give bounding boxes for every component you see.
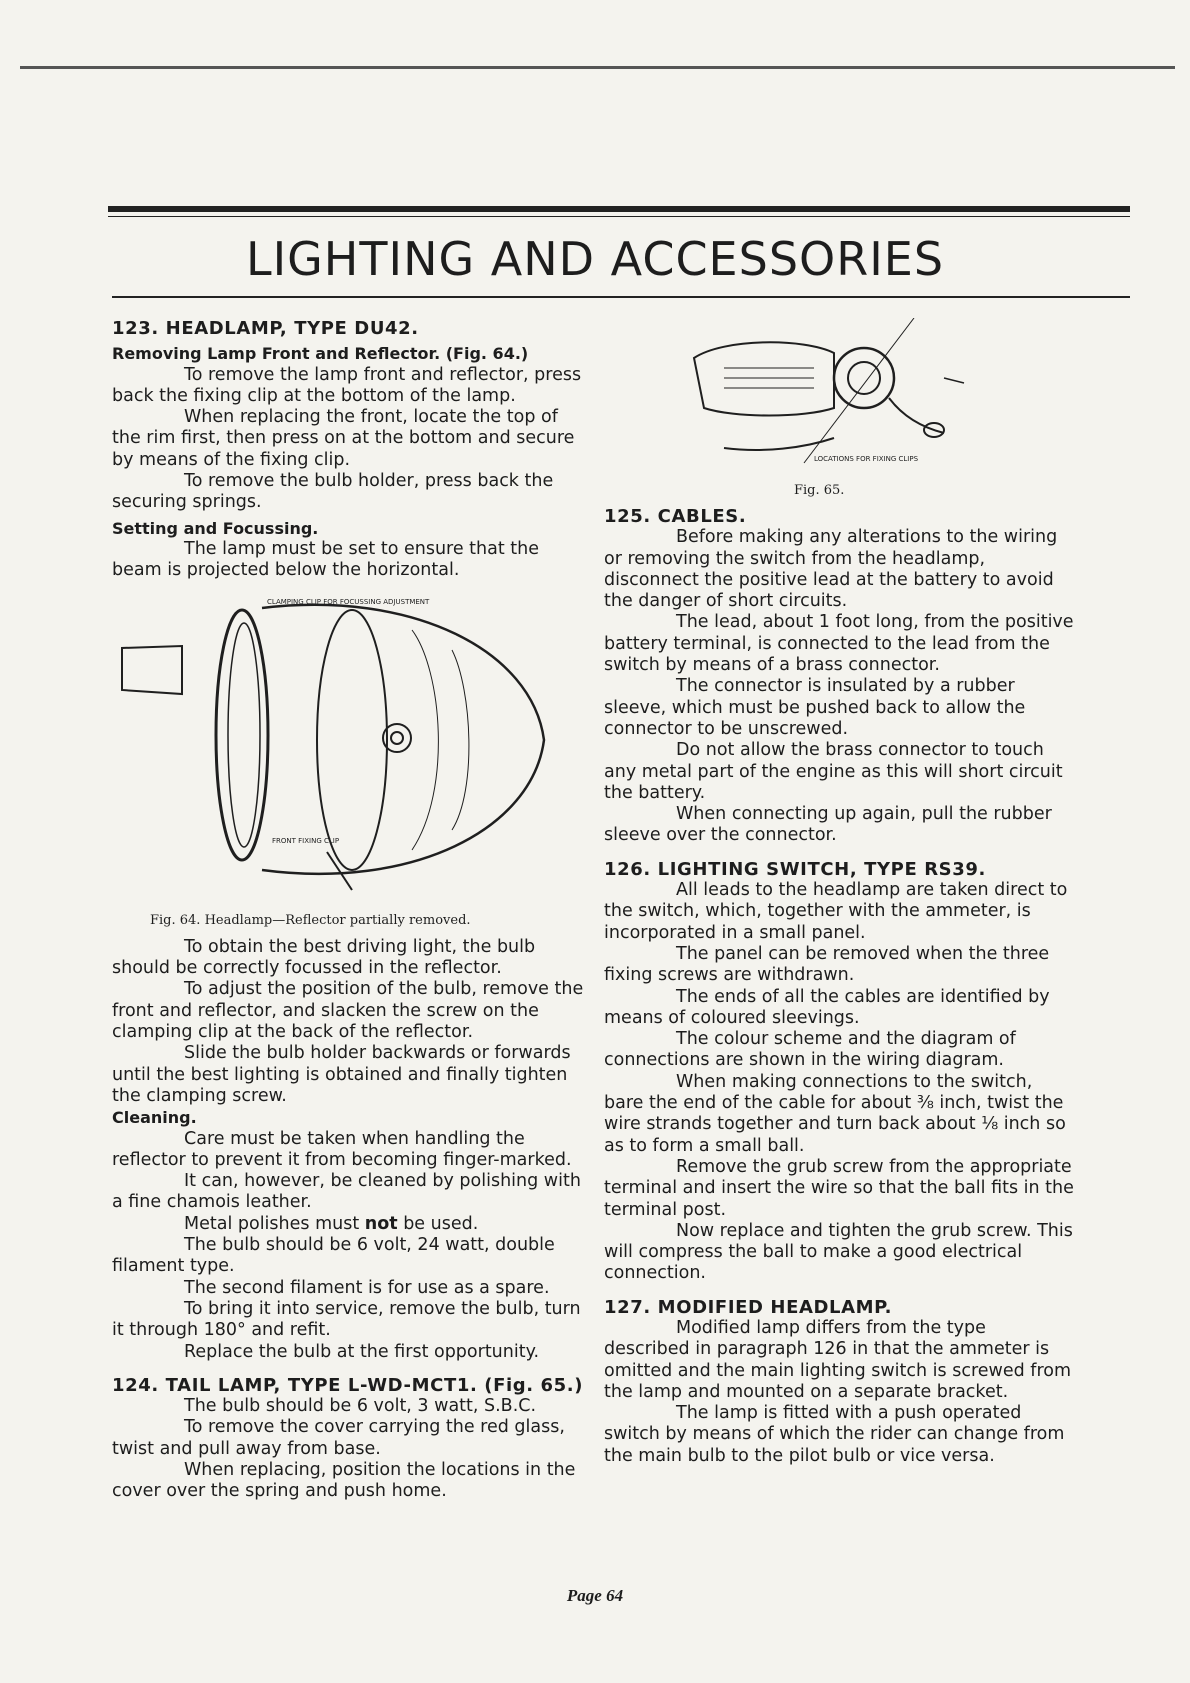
paragraph: The lamp is fitted with a push operated switch by means of which the rider can change from the main bulb to the pilot bulb or vice versa. — [604, 1403, 1065, 1466]
paragraph: Do not allow the brass connector to touch any metal part of the engine as this will short circuit the battery. — [604, 740, 1063, 803]
section-123-heading: 123. HEADLAMP, TYPE DU42. — [112, 318, 419, 339]
cleaning-subheading: Cleaning. — [112, 1108, 197, 1128]
figure-64 — [112, 590, 592, 908]
paragraph: Care must be taken when handling the reflector to prevent it from becoming finger-marked. — [112, 1128, 572, 1170]
paragraph: When replacing the front, locate the top of the rim first, then press on at the bottom and secure by means of the fixing clip. — [112, 407, 575, 470]
paragraph: All leads to the headlamp are taken direct to the switch, which, together with the ammeter, is incorporated in a small panel. — [604, 880, 1068, 943]
section-124-heading: 124. TAIL LAMP, TYPE L-WD-MCT1. (Fig. 65.) — [112, 1374, 584, 1396]
paragraph: To bring it into service, remove the bulb, turn it through 180° and refit. — [112, 1298, 581, 1341]
header-rule-thin — [108, 216, 1130, 217]
fig65-caption: Fig. 65. — [794, 483, 845, 498]
headlamp-illustration — [112, 590, 592, 908]
paragraph: When connecting up again, pull the rubber sleeve over the connector. — [604, 804, 1052, 846]
paragraph: The lead, about 1 foot long, from the positive battery terminal, is connected to the lead from the switch by means of a brass connector. — [604, 612, 1074, 676]
removing-lamp-subheading: Removing Lamp Front and Reflector. (Fig. 64.) — [112, 344, 529, 364]
right-column — [604, 318, 1074, 1467]
paragraph: Slide the bulb holder backwards or forwards until the best lighting is obtained and finally tighten the clamping screw. — [112, 1043, 571, 1106]
section-126-heading: 126. LIGHTING SWITCH, TYPE RS39. — [604, 858, 986, 880]
setting-focussing-subheading: Setting and Focussing. — [112, 518, 319, 538]
paragraph: The bulb should be 6 volt, 24 watt, double filament type. — [112, 1235, 555, 1277]
fig64-label-top: CLAMPING CLIP FOR FOCUSSING ADJUSTMENT — [267, 597, 430, 606]
paragraph: The ends of all the cables are identified by means of coloured sleevings. — [604, 986, 1050, 1028]
section-125-heading: 125. CABLES. — [604, 506, 747, 527]
fig64-label-bottom: FRONT FIXING CLIP — [272, 836, 340, 845]
paragraph: To remove the bulb holder, press back the securing springs. — [112, 471, 554, 513]
paragraph: The lamp must be set to ensure that the beam is projected below the horizontal. — [112, 538, 539, 581]
tail-lamp-illustration — [604, 318, 1074, 488]
paragraph: The panel can be removed when the three fixing screws are withdrawn. — [604, 943, 1050, 986]
emphasis-not: not — [364, 1213, 398, 1234]
paragraph: The connector is insulated by a rubber sleeve, which must be pushed back to allow the connector to be unscrewed. — [604, 676, 1026, 739]
paragraph: To remove the cover carrying the red glass, twist and pull away from base. — [112, 1417, 565, 1459]
paragraph: To remove the lamp front and reflector, press back the fixing clip at the bottom of the lamp. — [112, 364, 582, 406]
page-number: Page 64 — [566, 1586, 624, 1605]
header-rule-top — [108, 206, 1130, 212]
top-scan-rule — [20, 66, 1175, 69]
paragraph: The bulb should be 6 volt, 3 watt, S.B.C. — [184, 1396, 537, 1417]
paragraph: Modified lamp differs from the type described in paragraph 126 in that the ammeter is omitted and the main lighting switch is screwed from the lamp and mounted on a separate bracket. — [604, 1317, 1072, 1402]
fig65-label: LOCATIONS FOR FIXING CLIPS — [814, 455, 919, 463]
paragraph: It can, however, be cleaned by polishing with a fine chamois leather. — [112, 1171, 581, 1213]
page-title: LIGHTING AND ACCESSORIES — [245, 232, 945, 286]
section-127-heading: 127. MODIFIED HEADLAMP. — [604, 1296, 893, 1318]
paragraph: The colour scheme and the diagram of connections are shown in the wiring diagram. — [604, 1029, 1016, 1071]
paragraph: When making connections to the switch, bare the end of the cable for about ⅜ inch, twist the wire strands together and turn back about ⅛ inch so as to form a small ball. — [604, 1071, 1066, 1156]
paragraph: To obtain the best driving light, the bulb should be correctly focussed in the reflector. — [112, 936, 536, 979]
title-underline — [112, 296, 1130, 298]
paragraph: Before making any alterations to the wiring or removing the switch from the headlamp, disconnect the positive lead at the battery to avoid the danger of short circuits. — [604, 527, 1058, 612]
paragraph: Metal polishes must not be used. — [184, 1213, 479, 1234]
paragraph: Remove the grub screw from the appropriate terminal and insert the wire so that the ball fits in the terminal post. — [604, 1156, 1074, 1220]
paragraph: To adjust the position of the bulb, remove the front and reflector, and slacken the screw on the clamping clip at the back of the reflector. — [112, 979, 584, 1043]
paragraph: The second filament is for use as a spare. — [184, 1277, 550, 1298]
paragraph: When replacing, position the locations in the cover over the spring and push home. — [112, 1459, 576, 1502]
paragraph: Now replace and tighten the grub screw. This will compress the ball to make a good electrical connection. — [604, 1220, 1073, 1284]
paragraph: Replace the bulb at the first opportunity. — [184, 1341, 540, 1362]
figure-65 — [604, 318, 1074, 498]
fig64-caption: Fig. 64. Headlamp—Reflector partially removed. — [150, 912, 471, 928]
left-column — [112, 318, 592, 1503]
